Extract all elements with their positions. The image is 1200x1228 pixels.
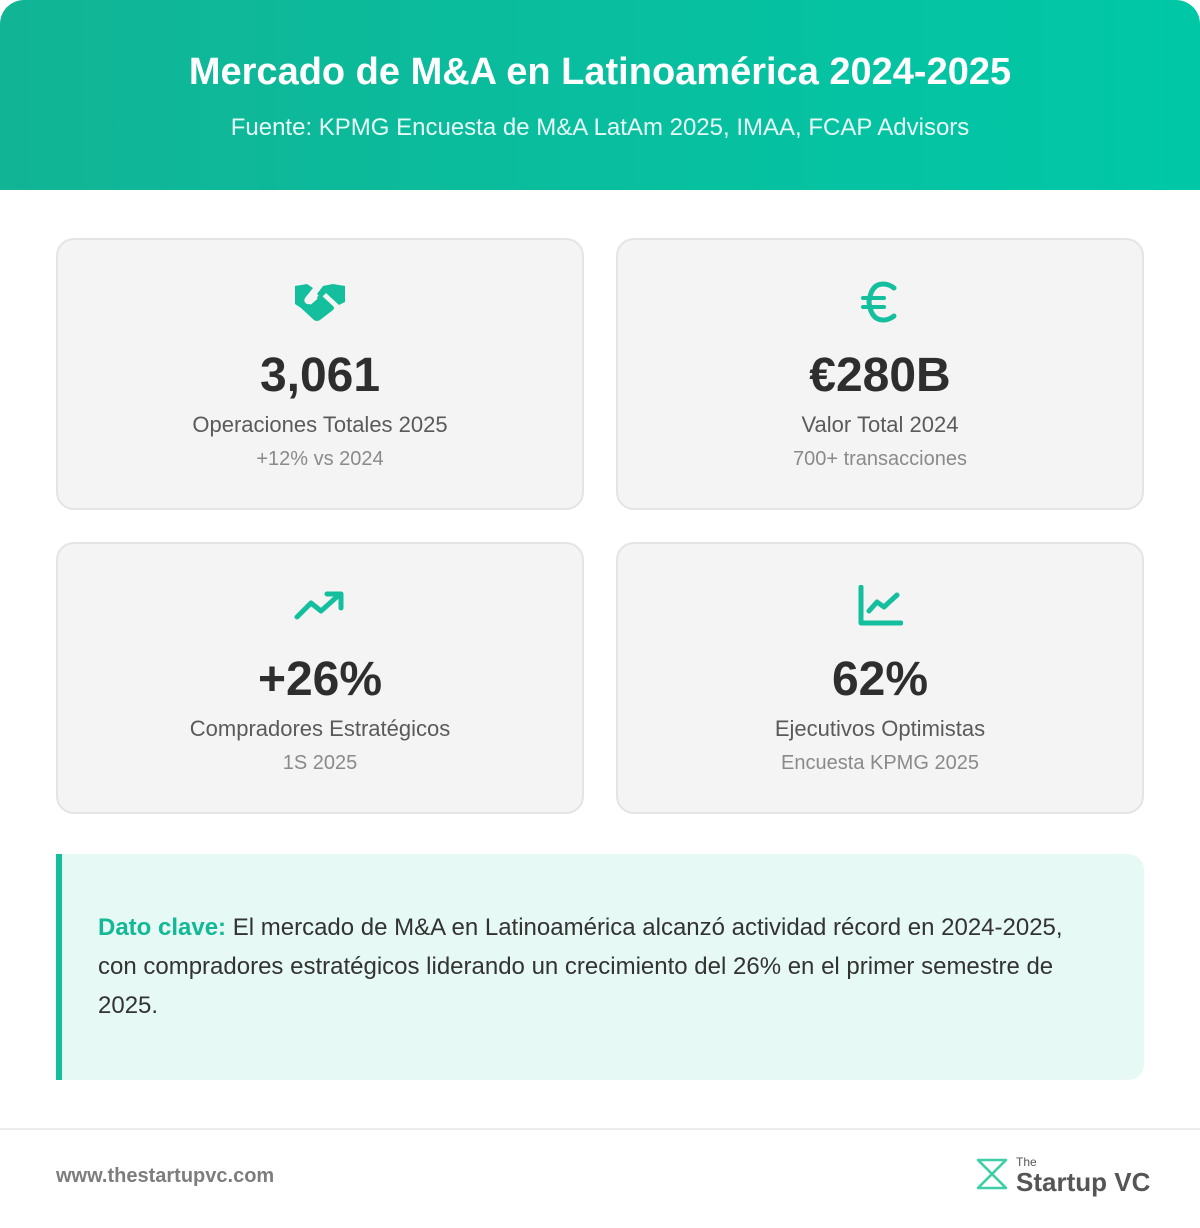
stat-value: +26% bbox=[257, 653, 383, 706]
stat-card-strategic-buyers bbox=[56, 542, 584, 814]
stat-label: Ejecutivos Optimistas bbox=[774, 716, 986, 741]
stat-label: Compradores Estratégicos bbox=[189, 716, 451, 741]
key-fact-label: Dato clave: bbox=[98, 914, 227, 941]
brand-the: The bbox=[1016, 1155, 1037, 1169]
stat-card-optimistic-executives bbox=[616, 542, 1144, 814]
trending-up-icon bbox=[290, 582, 350, 630]
stat-label: Valor Total 2024 bbox=[801, 412, 959, 437]
logo-mark-icon bbox=[974, 1156, 1010, 1192]
footer-url[interactable]: www.thestartupvc.com bbox=[56, 1165, 275, 1187]
stat-card-operations bbox=[56, 238, 584, 510]
page-header bbox=[0, 0, 1200, 190]
line-chart-icon bbox=[850, 582, 910, 630]
page-title: Mercado de M&A en Latinoamérica 2024-2025 bbox=[188, 51, 1012, 93]
key-fact-box bbox=[56, 854, 1144, 1080]
brand-logo[interactable] bbox=[974, 1152, 1151, 1200]
footer-divider bbox=[0, 1128, 1200, 1130]
stat-value: €280B bbox=[809, 349, 951, 402]
brand-name: Startup VC bbox=[1016, 1167, 1151, 1197]
handshake-icon bbox=[290, 278, 350, 326]
stat-card-value bbox=[616, 238, 1144, 510]
stat-sublabel: Encuesta KPMG 2025 bbox=[781, 752, 979, 774]
key-fact-paragraph bbox=[98, 908, 1098, 1025]
key-fact-text: El mercado de M&A en Latinoamérica alcanzó actividad récord en 2024-2025, con compradores estratégicos liderando un crecimiento del 26% en el primer semestre de 2025. bbox=[98, 914, 1063, 1019]
euro-icon bbox=[850, 278, 910, 326]
stat-label: Operaciones Totales 2025 bbox=[192, 412, 448, 437]
stat-sublabel: 700+ transacciones bbox=[792, 448, 967, 470]
stat-sublabel: +12% vs 2024 bbox=[256, 448, 384, 470]
stat-value: 62% bbox=[831, 653, 929, 706]
source-subtitle: Fuente: KPMG Encuesta de M&A LatAm 2025, IMAA, FCAP Advisors bbox=[230, 114, 970, 141]
stat-value: 3,061 bbox=[259, 349, 381, 402]
stat-sublabel: 1S 2025 bbox=[282, 752, 358, 774]
